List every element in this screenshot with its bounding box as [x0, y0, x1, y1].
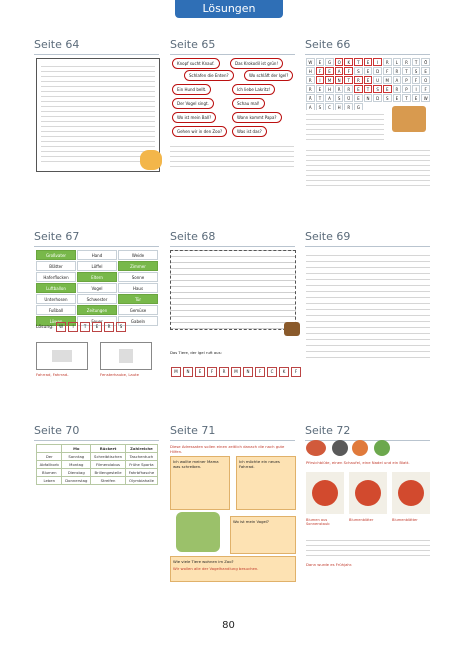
word-cell: Gabeln [118, 316, 158, 326]
grid-letter: F [421, 85, 430, 93]
word-cell: Blätter [36, 261, 76, 271]
picture-card [36, 342, 88, 370]
grid-letter: M [383, 76, 392, 84]
house-icon [392, 106, 426, 132]
cartoon-icon [140, 150, 162, 170]
section-title-69: Seite 69 [305, 230, 351, 243]
grid-letter: A [335, 67, 344, 75]
text-lines [170, 142, 294, 168]
table-row [37, 477, 158, 485]
image-frame [349, 472, 387, 514]
speech-bubble: Ich liebe Lakritz! [232, 84, 275, 95]
answer-letter: K [279, 367, 289, 377]
word-cell: Großvater [36, 250, 76, 260]
grid-letter: E [364, 58, 373, 66]
solutions-tab: Lösungen [175, 0, 283, 18]
grid-letter: L [393, 58, 402, 66]
grid-letter: T [354, 58, 363, 66]
divider [170, 246, 295, 247]
grid-letter: S [373, 85, 382, 93]
table-row [37, 453, 158, 461]
answer-letter: N [243, 367, 253, 377]
grid-letter: W [421, 94, 430, 102]
speech-bubble: Ein Hund bellt. [172, 84, 211, 95]
text-lines [306, 146, 430, 188]
window-icon [119, 349, 133, 363]
caption: Blumenbläter [349, 518, 374, 522]
word-table [36, 444, 158, 485]
section-title-71: Seite 71 [170, 424, 216, 437]
grid-letter: H [306, 67, 315, 75]
word-table [36, 250, 158, 326]
grid-letter: R [344, 103, 353, 111]
grid-letter: R [306, 85, 315, 93]
answer-letter: R [219, 367, 229, 377]
grid-letter: E [316, 58, 325, 66]
grid-letter: E [421, 67, 430, 75]
caption: Fensterhaube, Laute [100, 372, 139, 377]
text-lines [306, 110, 384, 142]
table-cell: Frühe Sporta [125, 461, 157, 469]
grid-letter: S [412, 67, 421, 75]
table-cell: Mo [62, 445, 91, 453]
text-lines [306, 250, 430, 358]
speech-bubble: Schau mal! [232, 98, 265, 109]
grid-letter: N [364, 94, 373, 102]
word-search-grid [306, 58, 430, 111]
grid-letter: I [316, 76, 325, 84]
answer-box [236, 456, 296, 510]
answer-letter: E [92, 322, 102, 332]
answer-label: Das Tiere, der Igel ruft aus: [170, 350, 222, 355]
word-cell: Tür [118, 294, 158, 304]
intro-text: Pfirsichblüte, einen Schaufel, eine Nadel und ein Blatt. [306, 460, 410, 465]
picture-card [100, 342, 152, 370]
grid-letter: T [402, 67, 411, 75]
word-cell: Löffel [77, 261, 117, 271]
grid-letter: A [306, 103, 315, 111]
car-icon [52, 350, 72, 362]
grid-letter: H [335, 103, 344, 111]
speech-bubble: Knopf sucht Knauf. [172, 58, 220, 69]
shovel-icon [332, 440, 348, 456]
leaf-icon [374, 440, 390, 456]
grid-letter: C [325, 103, 334, 111]
top-bar [0, 0, 457, 22]
grid-letter: T [364, 85, 373, 93]
answer-row [36, 322, 127, 332]
answer-box [170, 456, 230, 510]
grid-letter: F [412, 76, 421, 84]
table-cell: Dienstag [62, 469, 91, 477]
grid-letter: D [373, 67, 382, 75]
grid-letter: R [335, 85, 344, 93]
divider [305, 440, 430, 441]
grid-letter: E [412, 94, 421, 102]
grid-letter: E [354, 94, 363, 102]
table-cell: Donnerstag [62, 477, 91, 485]
answer-letter: W [56, 322, 66, 332]
answer-letter: S [116, 322, 126, 332]
divider [305, 54, 430, 55]
answer-letter: M [171, 367, 181, 377]
speech-bubble: Schlafen die Enten? [184, 70, 234, 81]
word-cell: Hand [77, 250, 117, 260]
table-row [37, 461, 158, 469]
footer-text: Wir wollen alle der Vogelhandlung besuchen. [173, 566, 259, 571]
grid-letter: R [354, 76, 363, 84]
grid-letter: S [335, 94, 344, 102]
page-number: 80 [222, 620, 235, 631]
divider [170, 440, 295, 441]
speech-bubble: Was ist das? [232, 126, 267, 137]
footer-text: Dann wurde es Frühjahr. [306, 562, 353, 567]
grid-letter: M [325, 76, 334, 84]
speech-bubble: Wo schläft der Igel? [244, 70, 293, 81]
answer-letter: F [255, 367, 265, 377]
speech-bubble: Wo ist mein Ball? [172, 112, 216, 123]
grid-letter: R [393, 67, 402, 75]
answer-letter: I [68, 322, 78, 332]
tomato-icon [398, 480, 424, 506]
grid-letter: I [412, 85, 421, 93]
chest-icon [284, 322, 300, 336]
speech-bubble: Wann kommt Papa? [232, 112, 282, 123]
grid-letter: T [344, 76, 353, 84]
grid-letter: F [316, 67, 325, 75]
grid-letter: G [325, 58, 334, 66]
image-frame [306, 472, 344, 514]
section-title-72: Seite 72 [305, 424, 351, 437]
divider [34, 54, 159, 55]
table-cell: Zahlreiche [125, 445, 157, 453]
grid-letter: R [383, 58, 392, 66]
answer-letter: M [231, 367, 241, 377]
grid-letter: T [316, 94, 325, 102]
table-cell: Blumen [37, 469, 62, 477]
answer-letter: C [267, 367, 277, 377]
section-title-70: Seite 70 [34, 424, 80, 437]
caption: Fahrrad, Fahrrad- [36, 372, 69, 377]
grid-letter: N [335, 76, 344, 84]
divider [34, 246, 159, 247]
grid-letter: Ü [344, 94, 353, 102]
table-cell: Schreibtischen [91, 453, 126, 461]
table-cell: Sonntag [62, 453, 91, 461]
grid-letter: E [364, 67, 373, 75]
table-row [37, 469, 158, 477]
table-cell: Leben [37, 477, 62, 485]
grid-letter: T [402, 94, 411, 102]
grid-letter: O [421, 76, 430, 84]
image-row [306, 472, 430, 516]
grid-letter: U [373, 76, 382, 84]
speech-bubbles-panel [170, 58, 296, 170]
word-cell: Zeitungen [77, 305, 117, 315]
word-cell: Vogel [77, 283, 117, 293]
tomato-icon [355, 480, 381, 506]
answer-letter: F [207, 367, 217, 377]
answer-letter: N [183, 367, 193, 377]
grid-letter: S [354, 67, 363, 75]
speech-bubble: Gehen wir in den Zoo? [172, 126, 227, 137]
section-title-64: Seite 64 [34, 38, 80, 51]
grid-letter: T [412, 58, 421, 66]
answer-box [230, 516, 296, 554]
word-cell: Löwen [36, 316, 76, 326]
section-title-65: Seite 65 [170, 38, 216, 51]
bird-icon [176, 512, 220, 552]
divider [170, 54, 295, 55]
grid-letter: R [402, 58, 411, 66]
letter-text [37, 59, 159, 165]
grid-letter: H [325, 85, 334, 93]
section-title-68: Seite 68 [170, 230, 216, 243]
needle-icon [352, 440, 368, 456]
caption: Blumen aus Sonnenstaub [306, 518, 330, 526]
box-title: Ich möchte ein neues Fahrrad. [239, 459, 280, 469]
grid-letter: R [393, 85, 402, 93]
divider [34, 440, 159, 441]
grid-letter: S [383, 94, 392, 102]
grid-letter: E [354, 85, 363, 93]
table-cell [37, 445, 62, 453]
tomato-icon [312, 480, 338, 506]
caption: Blumenblätter [392, 518, 418, 522]
grid-letter: Ö [421, 58, 430, 66]
grid-letter: A [325, 94, 334, 102]
answer-letters [55, 325, 127, 330]
grid-letter: O [335, 58, 344, 66]
grid-letter: R [344, 85, 353, 93]
grid-letter: G [354, 103, 363, 111]
grid-letter: F [383, 67, 392, 75]
table-cell: Abfallkorb [37, 461, 62, 469]
word-cell: Weide [118, 250, 158, 260]
word-cell: Feuer [77, 316, 117, 326]
table-cell: Rückert [91, 445, 126, 453]
grid-letter: E [383, 85, 392, 93]
table-cell: Taschentuch [125, 453, 157, 461]
box-title: Wie viele Tiere wohnen im Zoo? [173, 559, 234, 564]
table-row [37, 445, 158, 453]
grid-letter: A [393, 76, 402, 84]
grid-letter: E [364, 76, 373, 84]
grid-letter: E [316, 85, 325, 93]
answer-box [170, 556, 296, 582]
section-title-66: Seite 66 [305, 38, 351, 51]
grid-letter: R [306, 76, 315, 84]
table-cell: Brillengestelle [91, 469, 126, 477]
word-cell: Schwester [77, 294, 117, 304]
divider [305, 246, 430, 247]
word-cell: Fußball [36, 305, 76, 315]
table-cell: Montag [62, 461, 91, 469]
answer-letter: T [80, 322, 90, 332]
grid-letter: F [344, 67, 353, 75]
heading: Diese Adressaten sollen einen zeitlich danach die nach gute Hilfen. [170, 444, 285, 454]
grid-letter: E [325, 67, 334, 75]
word-cell: Haus [118, 283, 158, 293]
answer-letters [170, 358, 302, 377]
table-cell: Olymbiahalle [125, 477, 157, 485]
word-cell: Zimmer [118, 261, 158, 271]
table-cell: Filmerolabus [91, 461, 126, 469]
speech-bubble: Der Vogel singt. [172, 98, 214, 109]
answer-letter: F [291, 367, 301, 377]
image-frame [392, 472, 430, 514]
grid-letter: Ä [306, 94, 315, 102]
box-title: Ich wollte meiner Mama was schreiben. [173, 459, 219, 469]
table-cell: Streifen [91, 477, 126, 485]
box-title: Wo ist mein Vogel? [233, 519, 269, 524]
word-cell: Haferflocken [36, 272, 76, 282]
table-cell: Der [37, 453, 62, 461]
grid-letter: I [373, 58, 382, 66]
section-title-67: Seite 67 [34, 230, 80, 243]
word-cell: Luftballon [36, 283, 76, 293]
answer-letter: E [195, 367, 205, 377]
grid-letter: W [306, 58, 315, 66]
grid-letter: S [316, 103, 325, 111]
grid-letter: P [402, 85, 411, 93]
speech-bubble: Das Krokodil ist grün! [230, 58, 283, 69]
grid-letter: P [402, 76, 411, 84]
text-lines [306, 536, 430, 560]
table-cell: Fahrbfhasche [125, 469, 157, 477]
word-cell: Unterhosen [36, 294, 76, 304]
word-cell: Sonne [118, 272, 158, 282]
grid-letter: E [393, 94, 402, 102]
answer-letter: R [104, 322, 114, 332]
answer-label: Lösung: [36, 325, 54, 330]
flower-icon [306, 440, 326, 456]
story-text [170, 250, 296, 330]
grid-letter: D [373, 94, 382, 102]
word-cell: Gemüse [118, 305, 158, 315]
word-cell: Eltern [77, 272, 117, 282]
grid-letter: K [344, 58, 353, 66]
